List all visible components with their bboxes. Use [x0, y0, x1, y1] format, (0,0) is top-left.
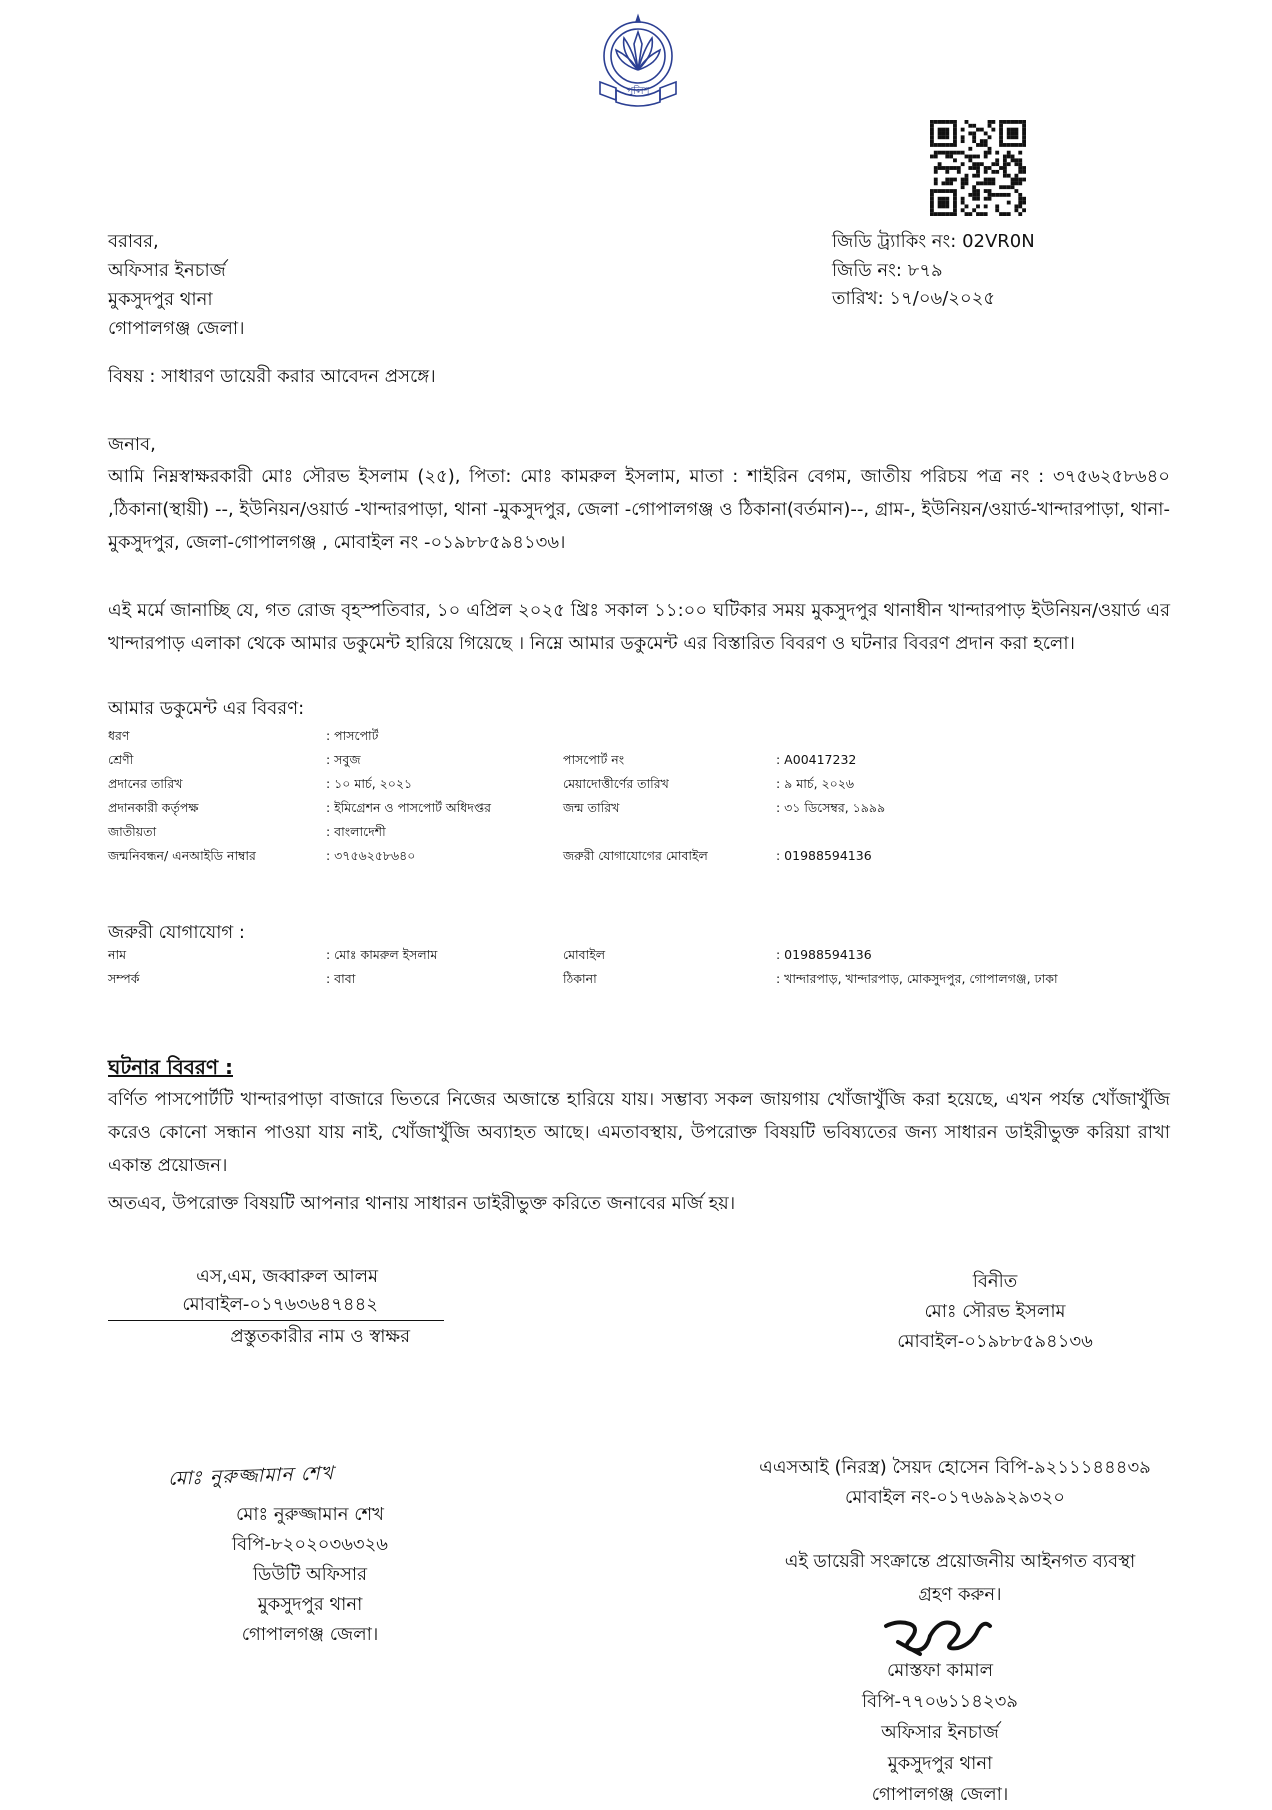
oc-bp: বিপি-৭৭০৬১১৪২৩৯ — [862, 1691, 1018, 1712]
addressee-line: বরাবর, — [108, 231, 159, 252]
gd-date: তারিখ: ১৭/০৬/২০২৫ — [832, 288, 996, 309]
oc-block — [810, 1655, 1070, 1810]
addressee-block — [108, 227, 245, 343]
detail-value: : 01988594136 — [776, 848, 872, 863]
detail-value: : ইমিগ্রেশন ও পাসপোর্ট অধিদপ্তর — [326, 800, 492, 815]
duty-officer-name: মোঃ নুরুজ্জামান শেখ — [236, 1504, 384, 1525]
assignee-mobile: মোবাইল নং-০১৭৬৯৯২৯৩২০ — [845, 1487, 1065, 1508]
duty-officer-role: ডিউটি অফিসার — [252, 1564, 367, 1585]
detail-label: পাসপোর্ট নং — [563, 752, 625, 767]
oc-signature — [880, 1612, 1000, 1660]
detail-value: : ৩১ ডিসেম্বর, ১৯৯৯ — [776, 800, 886, 815]
detail-label: প্রদানের তারিখ — [108, 776, 183, 791]
detail-value: : মোঃ কামরুল ইসলাম — [326, 947, 438, 962]
incident-heading: ঘটনার বিবরণ : — [108, 1055, 233, 1079]
applicant-name: মোঃ সৌরভ ইসলাম — [924, 1301, 1066, 1322]
detail-label: জাতীয়তা — [108, 824, 157, 839]
preparer-mobile: মোবাইল-০১৭৬৩৬৪৭৪৪২ — [182, 1294, 378, 1315]
detail-value: : বাংলাদেশী — [326, 824, 386, 839]
detail-row — [108, 800, 1108, 823]
gd-tracking-number: জিডি ট্র্যাকিং নং: 02VR0N — [832, 231, 1035, 252]
duty-officer-signature: মোঃ নুরুজ্জামান শেখ — [167, 1462, 335, 1490]
detail-value: : ১০ মার্চ, ২০২১ — [326, 776, 413, 791]
detail-label: জন্মনিবন্ধন/ এনআইডি নাম্বার — [108, 848, 256, 863]
oc-role: অফিসার ইনচার্জ — [881, 1722, 999, 1743]
detail-label: প্রদানকারী কর্তৃপক্ষ — [108, 800, 199, 815]
preparer-caption: প্রস্তুতকারীর নাম ও স্বাক্ষর — [230, 1326, 410, 1347]
detail-value: : ৩৭৫৬২৫৮৬৪০ — [326, 848, 416, 863]
detail-label: সম্পর্ক — [108, 971, 140, 986]
addressee-line: মুকসুদপুর থানা — [108, 289, 213, 310]
instruction-line: গ্রহণ করুন। — [918, 1584, 1002, 1605]
subject-line: বিষয় : সাধারণ ডায়েরী করার আবেদন প্রসঙ্গে। — [108, 366, 436, 387]
detail-row — [108, 971, 1108, 994]
detail-row — [108, 947, 1108, 970]
document-details-heading: আমার ডকুমেন্ট এর বিবরণ: — [108, 698, 305, 719]
detail-row — [108, 848, 1108, 871]
incident-request: অতএব, উপরোক্ত বিষয়টি আপনার থানায় সাধারন ডাইরীভুক্ত করিতে জনাবের মর্জি হয়। — [108, 1193, 736, 1214]
instruction-line: এই ডায়েরী সংক্রান্তে প্রয়োজনীয় আইনগত ব্যবস্থা — [784, 1551, 1136, 1572]
salutation: জনাব, — [108, 434, 156, 455]
duty-officer-block — [160, 1500, 460, 1650]
detail-label: মেয়াদোত্তীর্ণের তারিখ — [563, 776, 669, 791]
duty-officer-district: গোপালগঞ্জ জেলা। — [241, 1624, 379, 1645]
detail-value: : খান্দারপাড়, খান্দারপাড়, মোকসুদপুর, গোপালগঞ্জ, ঢাকা — [776, 971, 1058, 986]
addressee-line: অফিসার ইনচার্জ — [108, 260, 226, 281]
detail-label: ঠিকানা — [563, 971, 597, 986]
detail-row — [108, 728, 1108, 751]
applicant-block — [860, 1267, 1130, 1357]
applicant-mobile: মোবাইল-০১৯৮৮৫৯৪১৩৬ — [897, 1331, 1093, 1352]
intro-paragraph: আমি নিম্নস্বাক্ষরকারী মোঃ সৌরভ ইসলাম (২৫), পিতা: মোঃ কামরুল ইসলাম, মাতা : শাইরিন বেগম, জাতীয় পরিচয় পত্র নং : ৩৭৫৬২৫৮৬৪০ ,ঠিকানা(স্থায়ী) --, ইউনিয়ন/ওয়ার্ড -খান্দারপাড়া, থানা -মুকসুদপুর, জেলা -গোপালগঞ্জ ও ঠিকানা(বর্তমান)--, গ্রাম-, ইউনিয়ন/ওয়ার্ড-খান্দারপাড়া, থানা-মুকসুদপুর, জেলা-গোপালগঞ্জ , মোবাইল নং -০১৯৮৮৫৯৪১৩৬। — [108, 466, 1170, 553]
oc-station: মুকসুদপুর থানা — [887, 1753, 993, 1774]
gd-number: জিডি নং: ৮৭৯ — [832, 260, 943, 281]
detail-label: ধরণ — [108, 728, 130, 743]
detail-value: : বাবা — [326, 971, 356, 986]
detail-label: মোবাইল — [563, 947, 606, 962]
detail-row — [108, 824, 1108, 847]
detail-label: জরুরী যোগাযোগের মোবাইল — [563, 848, 708, 863]
detail-row — [108, 776, 1108, 799]
assignee-block — [720, 1453, 1190, 1513]
emblem-label: পুলিশ — [626, 86, 650, 97]
detail-value: : A00417232 — [776, 752, 857, 767]
signature-line — [108, 1320, 444, 1321]
preparer-name: এস,এম, জব্বারুল আলম — [196, 1266, 378, 1287]
duty-officer-bp: বিপি-৮২০২০৩৬৩২৬ — [231, 1534, 389, 1555]
detail-value: : সবুজ — [326, 752, 361, 767]
detail-row — [108, 752, 1108, 775]
closing: বিনীত — [972, 1271, 1018, 1292]
assignee-line: এএসআই (নিরস্ত্র) সৈয়দ হোসেন বিপি-৯২১১১৪৪৪৩৯ — [759, 1457, 1151, 1478]
oc-name: মোস্তফা কামাল — [887, 1660, 993, 1681]
event-paragraph: এই মর্মে জানাচ্ছি যে, গত রোজ বৃহস্পতিবার, ১০ এপ্রিল ২০২৫ খ্রিঃ সকাল ১১:০০ ঘটিকার সময় মুকসুদপুর থানাধীন খান্দারপাড় ইউনিয়ন/ওয়ার্ড এর খান্দারপাড় এলাকা থেকে আমার ডকুমেন্ট হারিয়ে গিয়েছে । নিম্নে আমার ডকুমেন্ট এর বিস্তারিত বিবরণ ও ঘটনার বিবরণ প্রদান করা হলো। — [108, 600, 1170, 654]
detail-value: : পাসপোর্ট — [326, 728, 379, 743]
detail-value: : ৯ মার্চ, ২০২৬ — [776, 776, 855, 791]
qr-code-icon — [930, 120, 1026, 216]
incident-description: বর্ণিত পাসপোর্টটি খান্দারপাড়া বাজারে ভিতরে নিজের অজান্তে হারিয়ে যায়। সম্ভাব্য সকল জায়গায় খোঁজাখুঁজি করা হয়েছে, এখন পর্যন্ত খোঁজাখুঁজি করেও কোনো সন্ধান পাওয়া যায় নাই, খোঁজাখুঁজি অব্যাহত আছে। এমতাবস্থায়, উপরোক্ত বিষয়টি ভবিষ্যতের জন্য সাধারন ডাইরীভুক্ত করিয়া রাখা একান্ত প্রয়োজন। — [108, 1089, 1170, 1176]
oc-district: গোপালগঞ্জ জেলা। — [871, 1784, 1009, 1805]
addressee-line: গোপালগঞ্জ জেলা। — [108, 318, 245, 339]
detail-label: জন্ম তারিখ — [563, 800, 620, 815]
detail-label: নাম — [108, 947, 127, 962]
duty-officer-station: মুকসুদপুর থানা — [257, 1594, 363, 1615]
instruction-block — [740, 1545, 1180, 1611]
detail-label: শ্রেণী — [108, 752, 134, 767]
detail-value: : 01988594136 — [776, 947, 872, 962]
emergency-contact-heading: জরুরী যোগাযোগ : — [108, 922, 246, 943]
